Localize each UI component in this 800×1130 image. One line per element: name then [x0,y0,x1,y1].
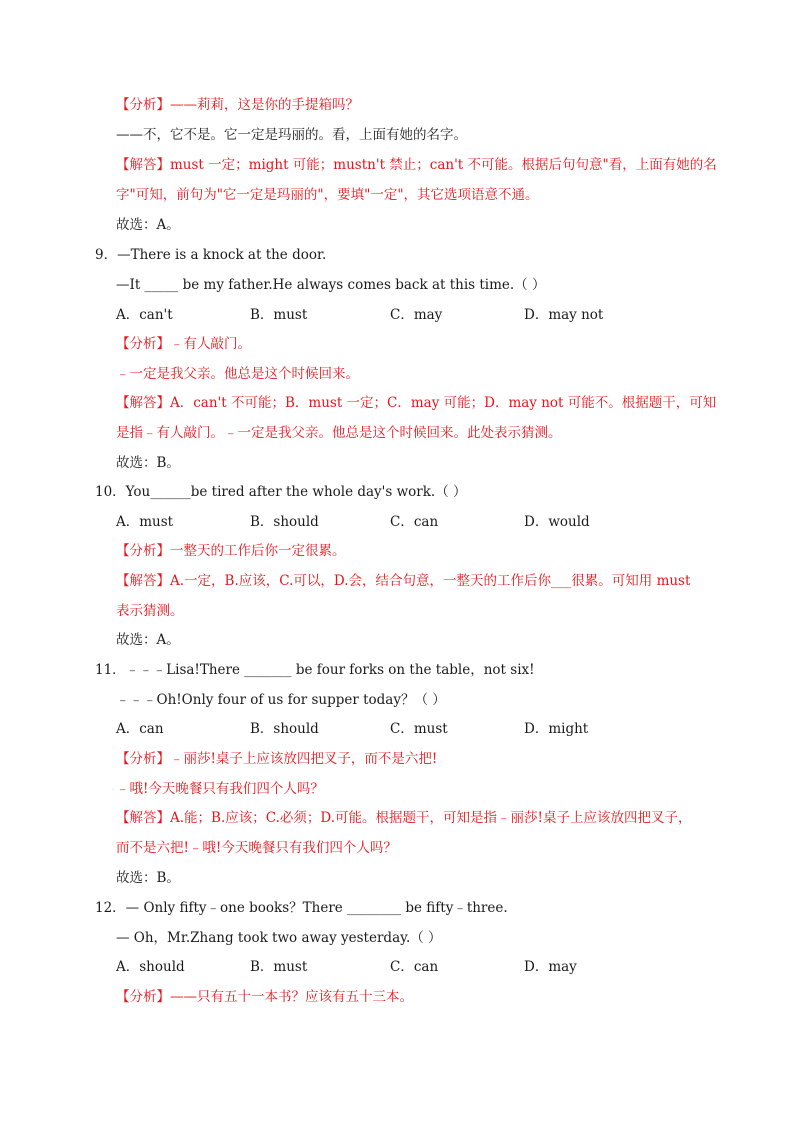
q9-answer-line-2: 是指﹣有人敲门。﹣一定是我父亲。他总是这个时候回来。此处表示猜测。 [116,425,562,441]
q8-answer-line-2: 字"可知，前句为"它一定是玛丽的"，要填"一定"，其它选项语意不通。 [116,187,539,203]
q9-option-d: D．may not [524,307,604,323]
q9-analysis-line-2: ﹣一定是我父亲。他总是这个时候回来。 [116,366,359,382]
q8-choice: 故选：A。 [116,217,180,233]
q9-option-b: B．must [250,307,308,323]
q11-option-c: C．must [390,721,448,737]
q11-option-a: A．can [116,721,164,737]
q9-analysis-line-1: 【分析】﹣有人敲门。 [116,336,251,352]
q11-analysis-line-2: ﹣哦!今天晚餐只有我们四个人吗？ [116,781,324,797]
q9-answer-line-1: 【解答】A．can't 不可能；B．must 一定；C．may 可能；D．may not 可能不。根据题干，可知 [116,395,717,411]
q11-analysis-line-1: 【分析】﹣丽莎!桌子上应该放四把叉子，而不是六把! [116,751,438,767]
q8-analysis-line-1: 【分析】——莉莉，这是你的手提箱吗？ [116,97,359,113]
q10-option-d: D．would [524,514,590,530]
q10-option-c: C．can [390,514,439,530]
q10-stem-line-1: 10．You______be tired after the whole day's work.（ ） [95,484,467,500]
q12-option-d: D．may [524,959,577,975]
q9-choice: 故选：B。 [116,455,180,471]
q10-answer-line-2: 表示猜测。 [116,603,184,619]
q11-answer-line-1: 【解答】A.能；B.应该；C.必须；D.可能。根据题干，可知是指﹣丽莎!桌子上应该放四把叉子， [116,810,692,826]
q11-stem-line-2: ﹣﹣﹣Oh!Only four of us for supper today？（ ） [116,692,446,708]
q11-stem-line-1: 11．﹣﹣﹣Lisa!There _______ be four forks on the table，not six! [95,662,535,678]
q12-option-c: C．can [390,959,439,975]
q12-stem-line-2: — Oh，Mr.Zhang took two away yesterday.（ ） [116,930,442,946]
q12-option-b: B．must [250,959,308,975]
q9-option-a: A．can't [116,307,173,323]
q10-option-a: A．must [116,514,174,530]
q8-answer-line-1: 【解答】must 一定；might 可能；mustn't 禁止；can't 不可能。根据后句句意"看，上面有她的名 [116,157,717,173]
q12-analysis-line-1: 【分析】——只有五十一本书？应该有五十三本。 [116,989,413,1005]
q10-analysis-line-1: 【分析】一整天的工作后你一定很累。 [116,543,346,559]
q9-stem-line-1: 9．—There is a knock at the door. [95,247,327,263]
q11-option-b: B．should [250,721,319,737]
q11-answer-line-2: 而不是六把!﹣哦!今天晚餐只有我们四个人吗？ [116,840,397,856]
q8-analysis-line-2: ——不，它不是。它一定是玛丽的。看，上面有她的名字。 [116,127,467,143]
q12-stem-line-1: 12．— Only fifty﹣one books？There ________ be fifty﹣three. [95,900,508,916]
q10-option-b: B．should [250,514,319,530]
q9-option-c: C．may [390,307,443,323]
q10-choice: 故选：A。 [116,632,180,648]
q11-choice: 故选：B。 [116,870,180,886]
q12-option-a: A．should [116,959,185,975]
q11-option-d: D．might [524,721,589,737]
q9-stem-line-2: —It _____ be my father.He always comes back at this time.（ ） [116,277,546,293]
q10-answer-line-1: 【解答】A.一定，B.应该，C.可以，D.会，结合句意，一整天的工作后你___很累。可知用 must [116,573,691,589]
